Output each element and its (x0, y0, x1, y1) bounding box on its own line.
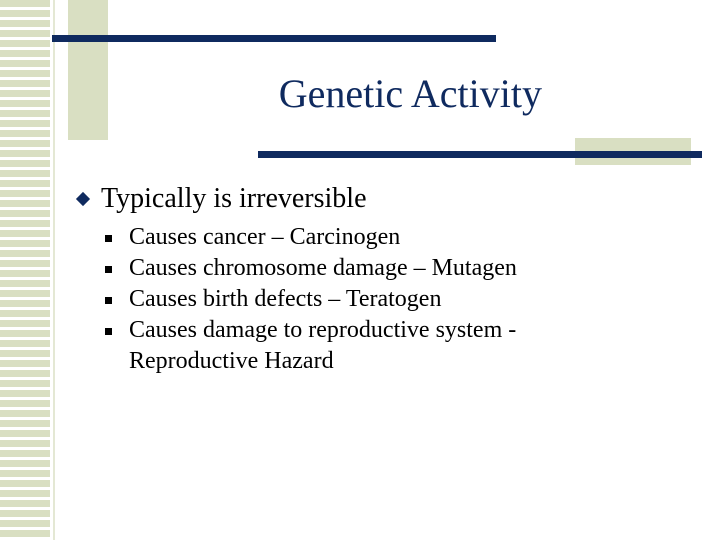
sub-bullet-item (105, 222, 678, 253)
slide-body (78, 180, 678, 377)
title-navy-bar-bottom (258, 151, 702, 158)
sub-bullet-item (105, 253, 678, 284)
sub-bullet-item (105, 284, 678, 315)
bullet-text: Typically is irreversible (101, 183, 367, 214)
title-olive-block-top-left (68, 0, 108, 140)
square-bullet-icon (105, 297, 112, 304)
sub-bullet-list (78, 222, 678, 377)
square-bullet-icon (105, 266, 112, 273)
slide-title-text: Genetic Activity (278, 71, 542, 116)
sub-bullet-text: Causes damage to reproductive system - Reproductive Hazard (129, 317, 517, 374)
slide-title (110, 66, 690, 122)
sub-bullet-text: Causes chromosome damage – Mutagen (129, 255, 517, 281)
bullet-item-level1 (78, 180, 678, 218)
title-navy-bar-top (52, 35, 496, 42)
diamond-bullet-icon (76, 192, 90, 206)
left-stripe-decoration (0, 0, 50, 540)
square-bullet-icon (105, 235, 112, 242)
sub-bullet-text: Causes cancer – Carcinogen (129, 224, 401, 250)
sub-bullet-text: Causes birth defects – Teratogen (129, 286, 442, 312)
square-bullet-icon (105, 328, 112, 335)
left-divider-line (53, 0, 55, 540)
sub-bullet-item (105, 315, 678, 377)
